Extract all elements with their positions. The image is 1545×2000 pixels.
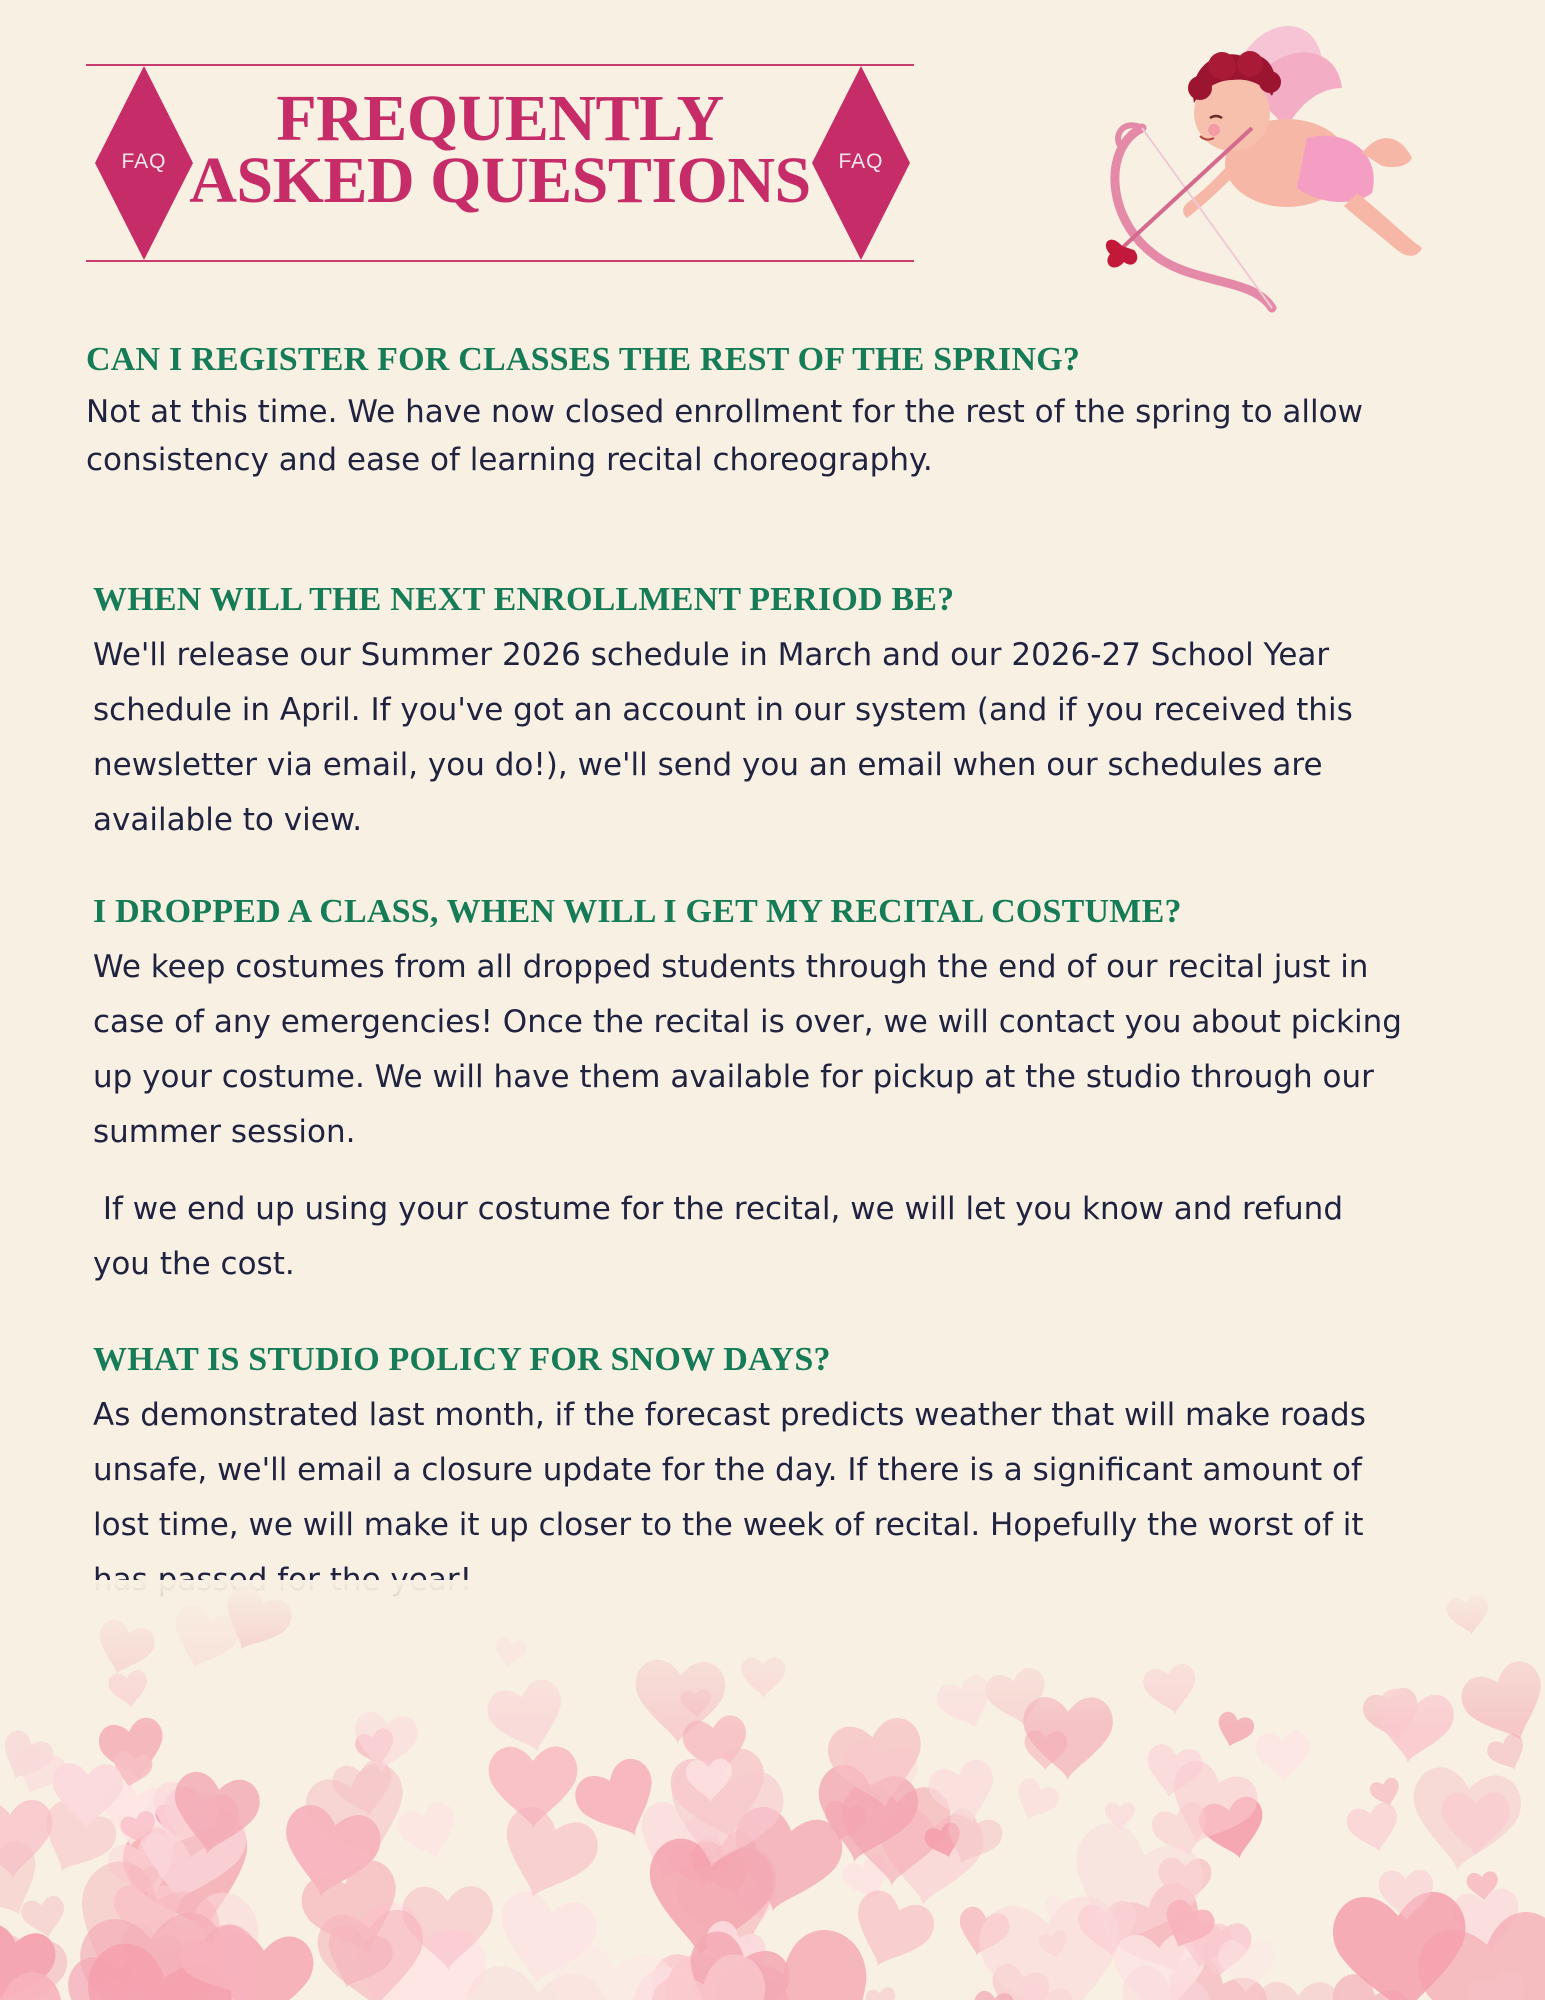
faq-question: I DROPPED A CLASS, WHEN WILL I GET MY RECITAL COSTUME? [93, 893, 1182, 930]
faq-item-4 [93, 1340, 1403, 1608]
faq-answer: We keep costumes from all dropped students through the end of our recital just in case of any emergencies! Once the recital is over, we will contact you about picking up your costume. We will have them available for pickup at the studio through our summer session. [93, 949, 1402, 1150]
page-title-line-1: FREQUENTLY [276, 82, 724, 155]
faq-badge-right-label: FAQ [838, 150, 884, 173]
faq-banner [86, 62, 914, 264]
hearts-pattern-icon [0, 1580, 1545, 2000]
page-title [176, 82, 824, 217]
cupid-icon [1082, 18, 1434, 318]
banner-bottom-rule [86, 260, 914, 262]
faq-item-3 [93, 892, 1403, 1292]
faq-answer: As demonstrated last month, if the forecast predicts weather that will make roads unsafe, we'll email a closure update for the day. If there is a significant amount of lost time, we will make it up closer to the week of recital. Hopefully the worst of it [93, 1397, 1366, 1543]
page-title-line-2: ASKED QUESTIONS [189, 144, 811, 217]
faq-item-2 [93, 580, 1383, 848]
faq-badge-left-label: FAQ [121, 150, 167, 173]
faq-item-1 [86, 340, 1416, 484]
faq-answer-note: If we end up using your costume for the recital, we will let you know and refund you the cost. [93, 1191, 1353, 1282]
faq-answer: We'll release our Summer 2026 schedule in March and our 2026-27 School Year schedule in April. If you've got an account in our system (and if you received this newsletter via email, you do!), we'll send you an email when our schedules are available to view. [93, 637, 1353, 838]
faq-question: WHAT IS STUDIO POLICY FOR SNOW DAYS? [93, 1341, 831, 1378]
faq-diamond-badge-right [808, 62, 914, 264]
faq-question: CAN I REGISTER FOR CLASSES THE REST OF THE SPRING? [86, 341, 1081, 378]
faq-question: WHEN WILL THE NEXT ENROLLMENT PERIOD BE? [93, 581, 955, 618]
faq-answer: Not at this time. We have now closed enrollment for the rest of the spring to allow consistency and ease of learning recital choreography. [86, 394, 1363, 478]
banner-top-rule [86, 64, 914, 66]
